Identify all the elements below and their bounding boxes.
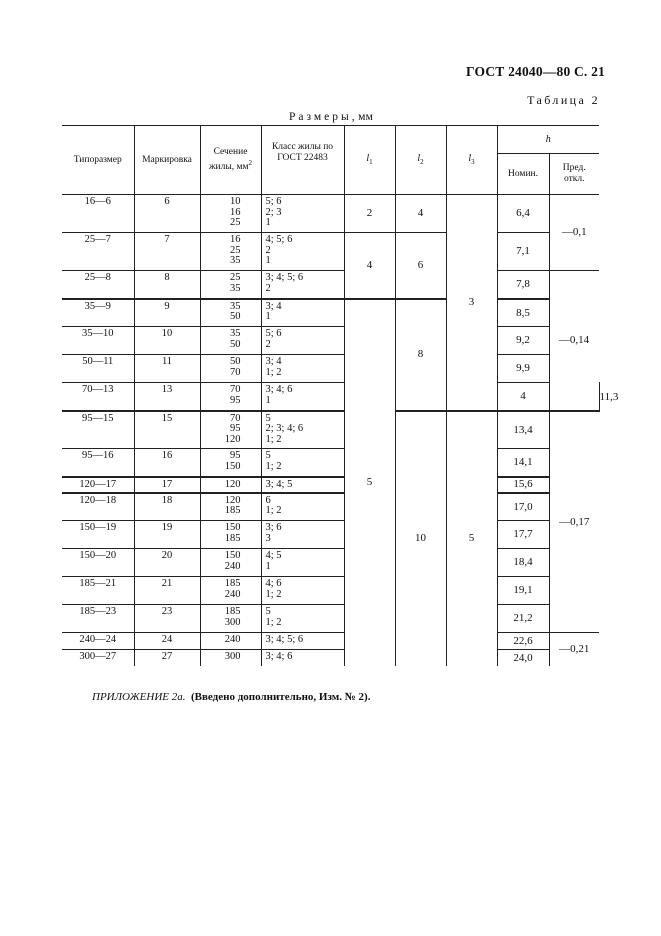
cell-sechenie (200, 271, 261, 299)
klass-line2: ГОСТ 22483 (277, 153, 328, 163)
cell-l3: 5 (446, 411, 497, 666)
col-klass-header (261, 126, 344, 195)
cell-klass-line: 3; 4; 6 (265, 651, 293, 662)
cell-nomin: 15,6 (497, 477, 549, 493)
cell-sechenie-line: 120 (224, 494, 241, 506)
cell-markirovka: 23 (134, 605, 200, 633)
cell-sechenie-line: 70 (230, 412, 241, 424)
cell-sechenie (200, 195, 261, 233)
l3-sub: 3 (471, 157, 475, 166)
cell-nomin: 24,0 (497, 650, 549, 666)
cell-sechenie-line: 300 (224, 651, 241, 662)
cell-klass (261, 449, 344, 477)
cell-sechenie (200, 549, 261, 577)
cell-klass (261, 605, 344, 633)
cell-sechenie-line: 185 (224, 505, 241, 516)
cell-klass (261, 355, 344, 383)
footnote (92, 691, 370, 703)
cell-nomin: 6,4 (497, 195, 549, 233)
cell-sechenie-line: 35 (230, 255, 241, 266)
cell-nomin: 9,2 (497, 327, 549, 355)
cell-sechenie (200, 299, 261, 327)
cell-sechenie-line: 150 (224, 550, 241, 561)
cell-sechenie-line: 240 (224, 560, 241, 572)
cell-klass (261, 271, 344, 299)
cell-klass-line: 1; 2 (265, 366, 282, 378)
cell-nomin: 19,1 (497, 577, 549, 605)
table-row (62, 327, 599, 355)
cell-nomin: 18,4 (497, 549, 549, 577)
cell-klass-line: 4; 5; 6 (265, 234, 293, 245)
cell-markirovka: 20 (134, 549, 200, 577)
cell-klass-line: 3; 4 (265, 300, 282, 312)
l2-sub: 2 (420, 157, 424, 166)
cell-sechenie-line: 185 (224, 532, 241, 544)
cell-klass (261, 233, 344, 271)
cell-klass-line: 3; 4 (265, 356, 282, 367)
footnote-text: (Введено дополнительно, Изм. № 2). (190, 691, 371, 703)
cell-sechenie-line: 16 (230, 206, 241, 218)
cell-pred-otkl: —0,1 (549, 195, 599, 271)
sechenie-line1: Сечение (213, 146, 248, 157)
cell-tiporazmer: 150—20 (62, 549, 134, 577)
table-row (62, 549, 599, 577)
col-markirovka-header: Маркировка (134, 126, 200, 195)
cell-sechenie-line: 185 (224, 578, 241, 589)
table-row (62, 195, 599, 233)
cell-tiporazmer: 25—8 (62, 271, 134, 299)
cell-klass-line: 3; 4; 5 (265, 478, 293, 490)
cell-pred-otkl: —0,14 (549, 271, 599, 411)
cell-sechenie-line: 25 (230, 272, 241, 283)
cell-sechenie (200, 411, 261, 449)
cell-klass-line: 2 (265, 244, 271, 256)
cell-nomin: 9,9 (497, 355, 549, 383)
cell-sechenie (200, 449, 261, 477)
table-row (62, 449, 599, 477)
cell-klass-line: 1; 2 (265, 433, 282, 445)
cell-tiporazmer: 16—6 (62, 195, 134, 233)
cell-markirovka: 7 (134, 233, 200, 271)
cell-sechenie-line: 10 (230, 196, 241, 207)
table-row: 70—13 13 70 95 3; 4; 6 1 4 11,3 (62, 383, 599, 411)
cell-klass (261, 650, 344, 666)
cell-nomin: 8,5 (497, 299, 549, 327)
pred-line2: откл. (563, 174, 585, 184)
cell-sechenie-line: 95 (230, 423, 241, 434)
col-sechenie-header (200, 126, 261, 195)
cell-klass-line: 2 (265, 338, 271, 350)
table-row (62, 271, 599, 299)
cell-klass-line: 5; 6 (265, 196, 282, 207)
cell-sechenie-line: 25 (230, 217, 241, 228)
sizes-caption (289, 111, 373, 123)
cell-l1: 5 (344, 299, 395, 666)
cell-klass (261, 327, 344, 355)
cell-klass-line: 5 (265, 450, 271, 461)
cell-sechenie-line: 50 (230, 338, 241, 350)
table-row (62, 605, 599, 633)
klass-line1: Класс жилы по (271, 142, 334, 152)
cell-sechenie-line: 16 (230, 234, 241, 245)
cell-nomin: 14,1 (497, 449, 549, 477)
cell-markirovka: 21 (134, 577, 200, 605)
cell-klass-line: 5 (265, 606, 271, 617)
cell-markirovka: 9 (134, 299, 200, 327)
cell-klass-line: 3; 4; 5; 6 (265, 272, 304, 283)
cell-sechenie-line: 120 (224, 433, 241, 445)
cell-l3: 3 (446, 195, 497, 411)
cell-tiporazmer: 50—11 (62, 355, 134, 383)
h-letter: h (545, 133, 551, 145)
cell-klass-line: 1; 2 (265, 505, 282, 516)
col-pred-header (549, 154, 599, 195)
cell-sechenie (200, 327, 261, 355)
table-number: Таблица 2 (527, 93, 600, 107)
cell-klass (261, 477, 344, 493)
cell-markirovka: 6 (134, 195, 200, 233)
cell-sechenie-line: 95 (230, 450, 241, 461)
cell-klass-line: 1; 2 (265, 616, 282, 628)
cell-klass-line: 1 (265, 255, 271, 266)
cell-klass (261, 577, 344, 605)
col-nomin-header: Номин. (497, 154, 549, 195)
cell-pred-otkl: —0,17 (549, 411, 599, 633)
cell-tiporazmer: 35—9 (62, 299, 134, 327)
cell-tiporazmer: 300—27 (62, 650, 134, 666)
cell-sechenie-line: 35 (230, 300, 241, 312)
table-body (62, 195, 619, 666)
cell-sechenie (200, 355, 261, 383)
cell-l1: 2 (344, 195, 395, 233)
cell-tiporazmer: 70—13 (62, 383, 134, 411)
cell-klass-line: 1 (265, 217, 271, 228)
cell-sechenie-line: 300 (224, 616, 241, 628)
cell-nomin: 21,2 (497, 605, 549, 633)
sizes-label: Размеры (289, 111, 352, 123)
cell-markirovka: 24 (134, 633, 200, 650)
cell-sechenie-line: 240 (224, 588, 241, 600)
cell-klass-line: 3; 4; 5; 6 (265, 634, 304, 645)
footnote-label: ПРИЛОЖЕНИЕ 2а. (92, 691, 186, 703)
cell-klass (261, 521, 344, 549)
cell-sechenie-line: 35 (230, 282, 241, 294)
col-l1-header (344, 126, 395, 195)
cell-markirovka: 17 (134, 477, 200, 493)
cell-tiporazmer: 95—15 (62, 411, 134, 449)
cell-tiporazmer: 185—23 (62, 605, 134, 633)
l1-letter: l (366, 152, 370, 164)
cell-markirovka: 27 (134, 650, 200, 666)
cell-tiporazmer: 120—18 (62, 493, 134, 521)
cell-klass (261, 549, 344, 577)
col-h-header (497, 126, 599, 154)
page-header: ГОСТ 24040—80 С. 21 (466, 64, 605, 79)
cell-l2: 4 (395, 195, 446, 233)
sechenie-sup: 2 (248, 158, 253, 167)
cell-klass-line: 5 (265, 412, 271, 424)
cell-nomin: 22,6 (497, 633, 549, 650)
cell-sechenie-line: 25 (230, 244, 241, 256)
table-row (62, 299, 599, 327)
cell-klass (261, 493, 344, 521)
l2-letter: l (417, 152, 421, 164)
cell-klass-line: 2 (265, 282, 271, 294)
cell-sechenie (200, 493, 261, 521)
cell-nomin: 7,8 (497, 271, 549, 299)
cell-nomin: 7,1 (497, 233, 549, 271)
col-tiporazmer-header: Типоразмер (62, 126, 134, 195)
cell-tiporazmer: 35—10 (62, 327, 134, 355)
sizes-unit: , мм (351, 111, 374, 123)
cell-l3: 4 (497, 383, 549, 411)
l1-sub: 1 (369, 157, 373, 166)
cell-nomin: 17,0 (497, 493, 549, 521)
cell-klass-line: 1 (265, 394, 271, 406)
cell-klass-line: 3; 6 (265, 522, 282, 533)
col-l2-header (395, 126, 446, 195)
cell-nomin: 17,7 (497, 521, 549, 549)
cell-tiporazmer: 25—7 (62, 233, 134, 271)
cell-sechenie-line: 95 (230, 394, 241, 406)
l3-letter: l (468, 152, 472, 164)
cell-l2: 10 (395, 411, 446, 666)
cell-markirovka: 16 (134, 449, 200, 477)
cell-pred-otkl: —0,21 (549, 633, 599, 666)
cell-klass (261, 383, 344, 411)
table-row (62, 233, 599, 271)
cell-nomin: 13,4 (497, 411, 549, 449)
table-row (62, 477, 599, 493)
cell-l2: 6 (395, 233, 446, 299)
cell-sechenie (200, 233, 261, 271)
table-row (62, 633, 599, 650)
cell-markirovka: 18 (134, 493, 200, 521)
cell-l1: 4 (344, 233, 395, 299)
cell-klass-line: 1 (265, 560, 271, 572)
cell-klass-line: 4; 6 (265, 578, 282, 589)
cell-klass-line: 3; 4; 6 (265, 384, 293, 395)
cell-sechenie-line: 50 (230, 356, 241, 367)
cell-tiporazmer: 120—17 (62, 477, 134, 493)
cell-tiporazmer: 150—19 (62, 521, 134, 549)
col-l3-header (446, 126, 497, 195)
cell-sechenie (200, 383, 261, 411)
cell-klass (261, 299, 344, 327)
cell-l2: 8 (395, 299, 446, 411)
cell-sechenie-line: 120 (224, 478, 241, 490)
cell-tiporazmer: 240—24 (62, 633, 134, 650)
cell-markirovka: 11 (134, 355, 200, 383)
cell-sechenie-line: 150 (224, 522, 241, 533)
cell-sechenie-line: 50 (230, 311, 241, 322)
cell-tiporazmer: 95—16 (62, 449, 134, 477)
cell-sechenie (200, 650, 261, 666)
pred-line1: Пред. (562, 163, 586, 173)
cell-sechenie (200, 633, 261, 650)
dimensions-table (62, 125, 619, 666)
table-row (62, 650, 599, 666)
cell-sechenie (200, 577, 261, 605)
cell-klass-line: 1; 2 (265, 460, 282, 472)
cell-sechenie-line: 185 (224, 606, 241, 617)
table-row (62, 411, 599, 449)
cell-markirovka: 13 (134, 383, 200, 411)
cell-klass-line: 6 (265, 494, 271, 506)
cell-sechenie (200, 605, 261, 633)
cell-klass (261, 195, 344, 233)
cell-markirovka: 8 (134, 271, 200, 299)
cell-klass (261, 411, 344, 449)
cell-tiporazmer: 185—21 (62, 577, 134, 605)
cell-klass-line: 5; 6 (265, 328, 282, 339)
cell-klass-line: 2; 3 (265, 206, 282, 218)
cell-klass (261, 633, 344, 650)
cell-markirovka: 15 (134, 411, 200, 449)
table-row (62, 355, 599, 383)
cell-klass-line: 3 (265, 532, 271, 544)
table-row (62, 577, 599, 605)
sechenie-line2: жилы, мм (208, 162, 249, 173)
cell-sechenie-line: 150 (224, 460, 241, 472)
cell-klass-line: 1; 2 (265, 588, 282, 600)
cell-markirovka: 10 (134, 327, 200, 355)
cell-sechenie-line: 240 (224, 634, 241, 645)
cell-sechenie (200, 477, 261, 493)
cell-klass-line: 4; 5 (265, 550, 282, 561)
cell-sechenie-line: 70 (230, 384, 241, 395)
table-row (62, 521, 599, 549)
cell-sechenie-line: 70 (230, 366, 241, 378)
cell-klass-line: 1 (265, 311, 271, 322)
table-row (62, 493, 599, 521)
cell-klass-line: 2; 3; 4; 6 (265, 423, 304, 434)
cell-sechenie (200, 521, 261, 549)
cell-markirovka: 19 (134, 521, 200, 549)
cell-sechenie-line: 35 (230, 328, 241, 339)
